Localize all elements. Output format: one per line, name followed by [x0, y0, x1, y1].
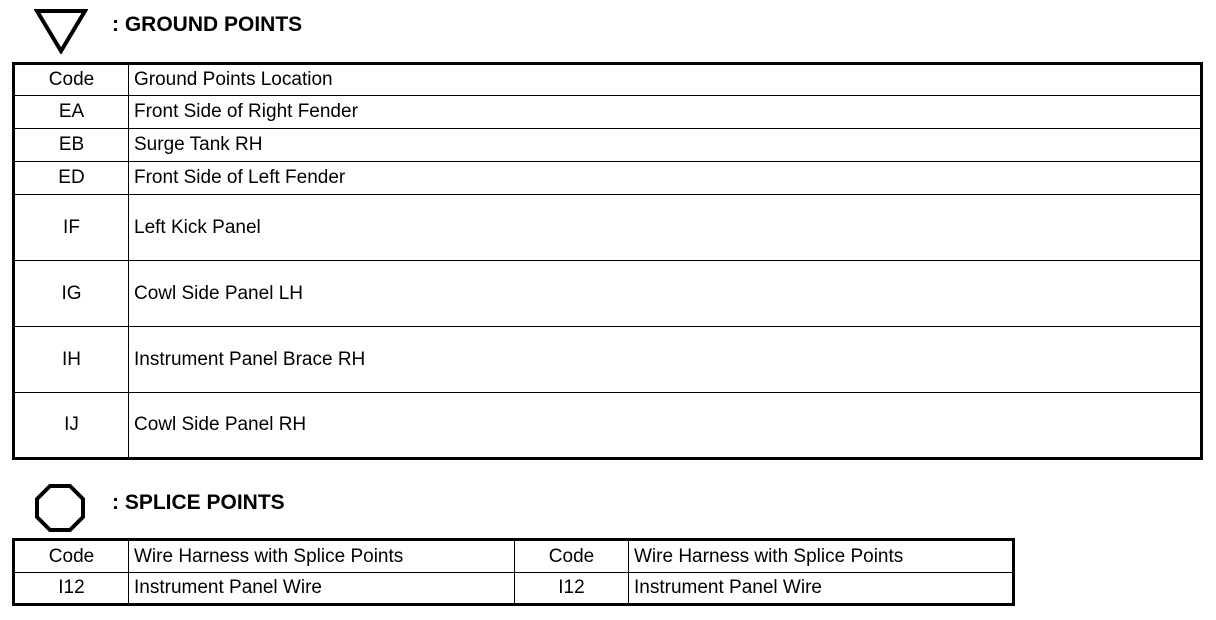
table-row [14, 195, 1202, 261]
harness-header: Wire Harness with Splice Points [629, 540, 1014, 573]
ground-code: ED [14, 162, 129, 195]
table-header-row [14, 540, 1014, 573]
ground-location: Cowl Side Panel LH [129, 261, 1202, 327]
code-header: Code [14, 540, 129, 573]
ground-code: IJ [14, 393, 129, 459]
ground-code: IG [14, 261, 129, 327]
splice-code: I12 [14, 573, 129, 605]
ground-location: Front Side of Left Fender [129, 162, 1202, 195]
table-row [14, 573, 1014, 605]
ground-code: IF [14, 195, 129, 261]
ground-code: EB [14, 129, 129, 162]
octagon-icon [34, 483, 86, 533]
table-row [14, 393, 1202, 459]
ground-location: Left Kick Panel [129, 195, 1202, 261]
inverted-triangle-icon [34, 8, 88, 54]
location-header: Ground Points Location [129, 64, 1202, 96]
splice-code: I12 [515, 573, 629, 605]
table-row [14, 327, 1202, 393]
ground-points-table [12, 62, 1203, 460]
table-row [14, 162, 1202, 195]
table-row [14, 261, 1202, 327]
code-header: Code [14, 64, 129, 96]
ground-location: Instrument Panel Brace RH [129, 327, 1202, 393]
harness-header: Wire Harness with Splice Points [129, 540, 515, 573]
ground-location: Cowl Side Panel RH [129, 393, 1202, 459]
ground-points-header [112, 12, 302, 38]
table-row [14, 129, 1202, 162]
splice-points-header [112, 490, 285, 516]
splice-points-table [12, 538, 1015, 606]
code-header: Code [515, 540, 629, 573]
ground-code: IH [14, 327, 129, 393]
table-row [14, 96, 1202, 129]
ground-points-title: : GROUND POINTS [112, 13, 303, 36]
ground-location: Surge Tank RH [129, 129, 1202, 162]
ground-code: EA [14, 96, 129, 129]
splice-points-title: : SPLICE POINTS [112, 491, 285, 514]
ground-location: Front Side of Right Fender [129, 96, 1202, 129]
splice-harness: Instrument Panel Wire [629, 573, 1014, 605]
splice-harness: Instrument Panel Wire [129, 573, 515, 605]
table-header-row [14, 64, 1202, 96]
